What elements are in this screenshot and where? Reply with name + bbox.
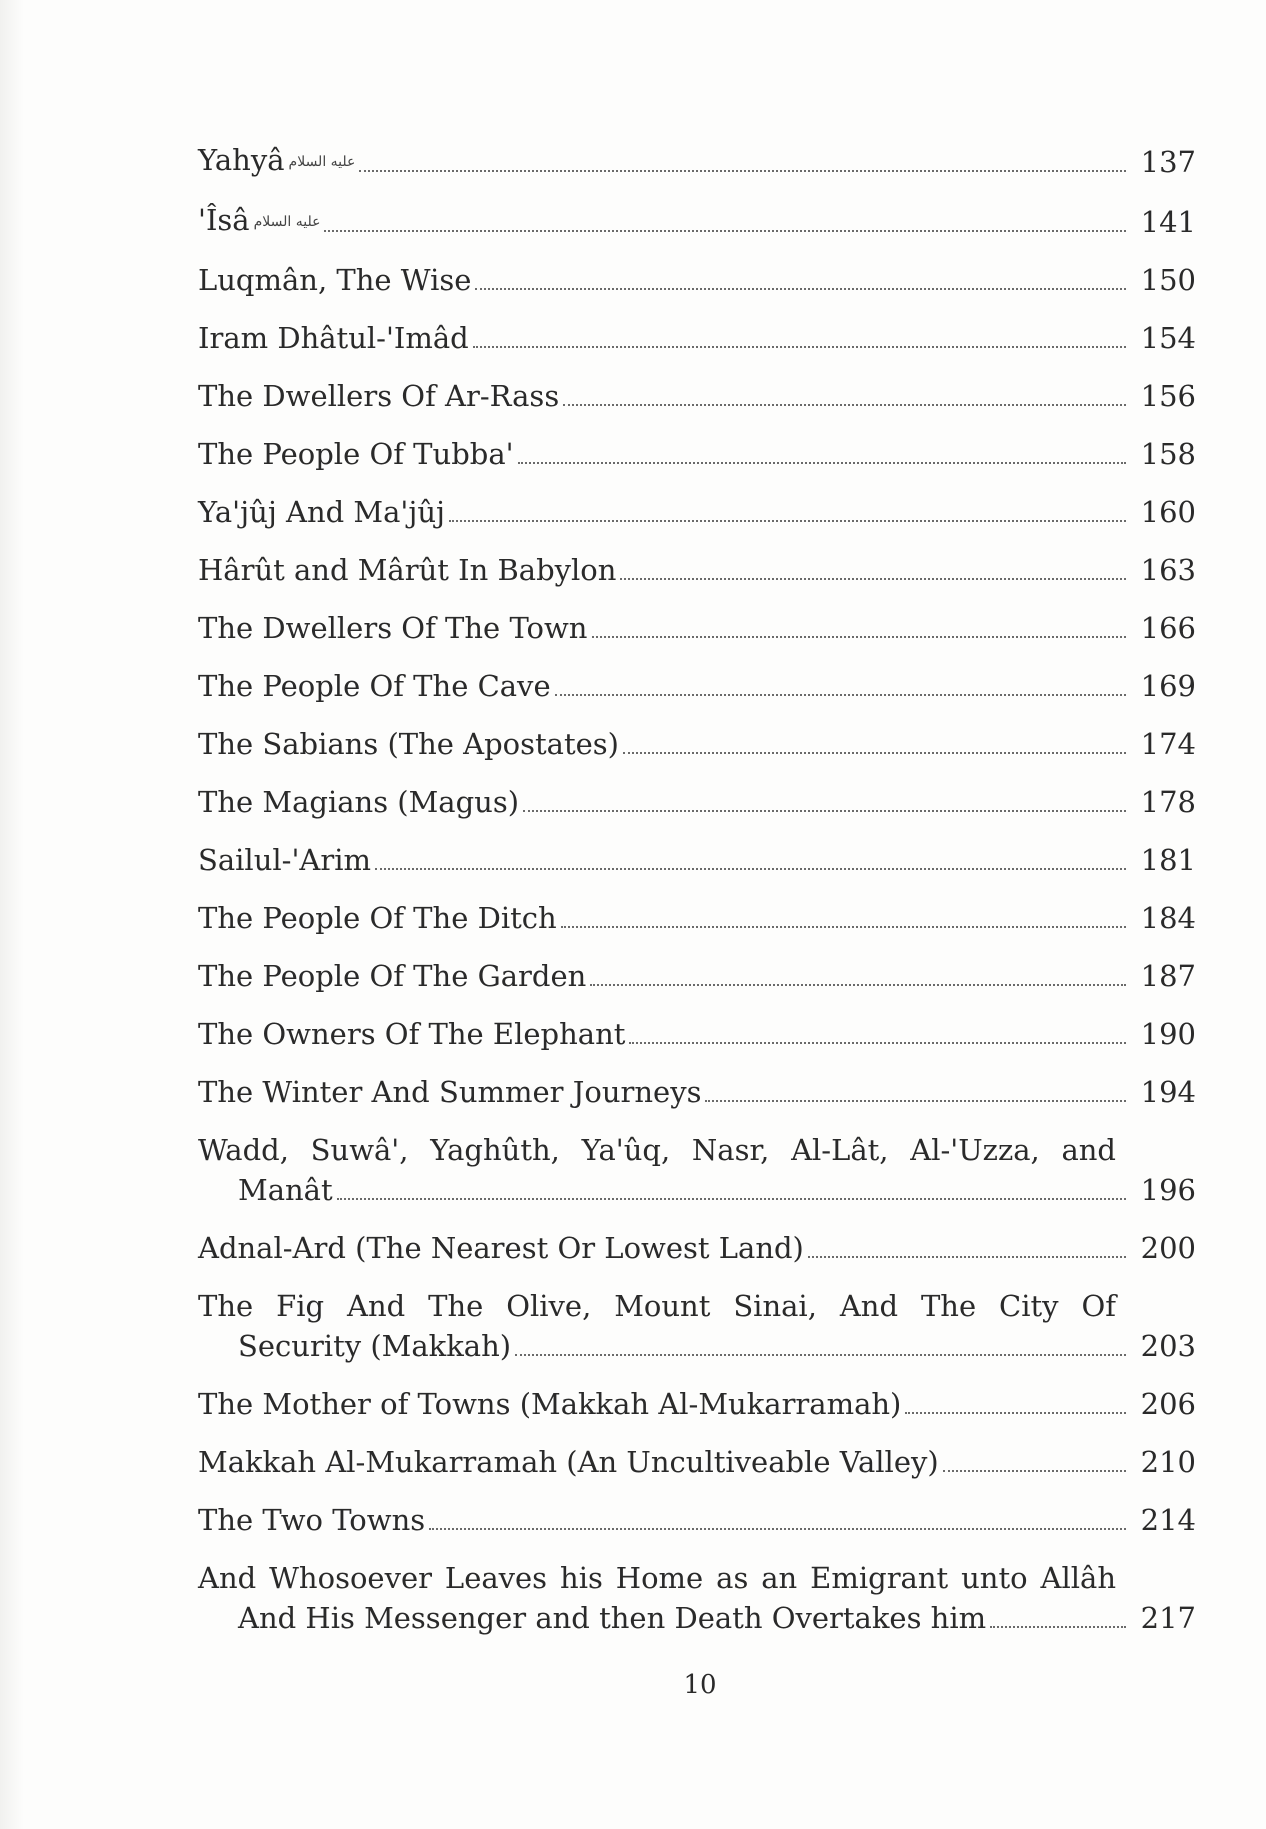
leader-dots bbox=[623, 752, 1126, 754]
leader-dots bbox=[337, 1198, 1126, 1200]
toc-entry-page: 194 bbox=[1140, 1075, 1196, 1109]
toc-entry-title: Makkah Al-Mukarramah (An Uncultiveable Valley) bbox=[198, 1445, 939, 1479]
leader-dots bbox=[473, 346, 1126, 348]
leader-dots bbox=[990, 1626, 1126, 1628]
toc-entry-title: The Mother of Towns (Makkah Al-Mukarramah) bbox=[198, 1387, 902, 1421]
toc-entry[interactable] bbox=[198, 1228, 1196, 1268]
leader-dots bbox=[449, 520, 1126, 522]
toc-entry[interactable] bbox=[198, 608, 1196, 648]
toc-entry-page: 217 bbox=[1140, 1601, 1196, 1635]
toc-entry-title-line2: Security (Makkah) bbox=[238, 1329, 512, 1363]
toc-entry-title: The Magians (Magus) bbox=[198, 785, 520, 819]
toc-entry-title: The People Of The Cave bbox=[198, 669, 551, 703]
toc-entry[interactable] bbox=[198, 666, 1196, 706]
toc-entry-title: The People Of Tubba' bbox=[198, 437, 514, 471]
toc-entry[interactable] bbox=[198, 1286, 1196, 1366]
toc-entry[interactable] bbox=[198, 318, 1196, 358]
toc-entry-page: 154 bbox=[1140, 321, 1196, 355]
toc-entry-title: Yahyâ عليه السلام bbox=[198, 143, 356, 177]
leader-dots bbox=[705, 1100, 1126, 1102]
leader-dots bbox=[629, 1042, 1126, 1044]
toc-entry-title: The Sabians (The Apostates) bbox=[198, 727, 619, 761]
toc-entry-page: 169 bbox=[1140, 669, 1196, 703]
toc-entry-title: The People Of The Ditch bbox=[198, 901, 557, 935]
toc-entry[interactable] bbox=[198, 1384, 1196, 1424]
toc-entry-title: Hârût and Mârût In Babylon bbox=[198, 553, 617, 587]
toc-entry-page: 210 bbox=[1140, 1445, 1196, 1479]
toc-entry-page: 178 bbox=[1140, 785, 1196, 819]
table-of-contents bbox=[198, 140, 1196, 1656]
toc-entry-title: The Dwellers Of Ar-Rass bbox=[198, 379, 560, 413]
leader-dots bbox=[324, 230, 1126, 232]
toc-entry[interactable] bbox=[198, 1014, 1196, 1054]
leader-dots bbox=[563, 404, 1126, 406]
toc-entry-title: Iram Dhâtul-'Imâd bbox=[198, 321, 469, 355]
leader-dots bbox=[518, 462, 1126, 464]
leader-dots bbox=[905, 1412, 1126, 1414]
toc-entry-title: Sailul-'Arim bbox=[198, 843, 372, 877]
toc-entry-page: 196 bbox=[1140, 1173, 1196, 1207]
toc-entry-title-line1: And Whosoever Leaves his Home as an Emigrant unto Allâh bbox=[198, 1561, 1116, 1595]
leader-dots bbox=[429, 1528, 1126, 1530]
toc-entry-page: 190 bbox=[1140, 1017, 1196, 1051]
toc-entry-title: The Winter And Summer Journeys bbox=[198, 1075, 702, 1109]
toc-entry-title: The Dwellers Of The Town bbox=[198, 611, 588, 645]
toc-entry[interactable] bbox=[198, 376, 1196, 416]
toc-entry[interactable] bbox=[198, 200, 1196, 242]
toc-entry[interactable] bbox=[198, 1500, 1196, 1540]
toc-entry[interactable] bbox=[198, 840, 1196, 880]
toc-entry[interactable] bbox=[198, 956, 1196, 996]
toc-entry[interactable] bbox=[198, 1442, 1196, 1482]
toc-entry-page: 181 bbox=[1140, 843, 1196, 877]
toc-entry[interactable] bbox=[198, 1558, 1196, 1638]
toc-entry[interactable] bbox=[198, 782, 1196, 822]
page-edge-shadow bbox=[0, 0, 24, 1829]
toc-entry[interactable] bbox=[198, 140, 1196, 182]
leader-dots bbox=[359, 170, 1126, 172]
leader-dots bbox=[943, 1470, 1126, 1472]
leader-dots bbox=[555, 694, 1126, 696]
toc-entry-page: 187 bbox=[1140, 959, 1196, 993]
toc-entry-page: 160 bbox=[1140, 495, 1196, 529]
honorific-glyph: عليه السلام bbox=[288, 154, 356, 170]
leader-dots bbox=[808, 1256, 1126, 1258]
toc-entry[interactable] bbox=[198, 898, 1196, 938]
toc-entry[interactable] bbox=[198, 1072, 1196, 1112]
toc-entry-page: 137 bbox=[1140, 145, 1196, 179]
toc-entry-title-line1: The Fig And The Olive, Mount Sinai, And The City Of bbox=[198, 1289, 1116, 1323]
leader-dots bbox=[523, 810, 1126, 812]
toc-entry-page: 174 bbox=[1140, 727, 1196, 761]
toc-entry[interactable] bbox=[198, 492, 1196, 532]
leader-dots bbox=[620, 578, 1126, 580]
toc-entry-page: 158 bbox=[1140, 437, 1196, 471]
toc-entry-page: 200 bbox=[1140, 1231, 1196, 1265]
toc-entry-title: The Owners Of The Elephant bbox=[198, 1017, 626, 1051]
toc-entry-page: 206 bbox=[1140, 1387, 1196, 1421]
toc-entry[interactable] bbox=[198, 260, 1196, 300]
page-number: 10 bbox=[683, 1670, 717, 1700]
honorific-glyph: عليه السلام bbox=[253, 214, 321, 230]
toc-entry-title: Adnal-Ard (The Nearest Or Lowest Land) bbox=[198, 1231, 804, 1265]
toc-entry[interactable] bbox=[198, 1130, 1196, 1210]
toc-entry-title: The People Of The Garden bbox=[198, 959, 587, 993]
toc-entry-page: 163 bbox=[1140, 553, 1196, 587]
toc-entry-page: 184 bbox=[1140, 901, 1196, 935]
toc-entry-title: The Two Towns bbox=[198, 1503, 426, 1537]
toc-entry-title-line1: Wadd, Suwâ', Yaghûth, Ya'ûq, Nasr, Al-Lât, Al-'Uzza, and bbox=[198, 1133, 1116, 1167]
toc-entry-page: 141 bbox=[1140, 205, 1196, 239]
toc-entry[interactable] bbox=[198, 434, 1196, 474]
leader-dots bbox=[515, 1354, 1126, 1356]
toc-entry-title: Ya'jûj And Ma'jûj bbox=[198, 495, 446, 529]
leader-dots bbox=[375, 868, 1126, 870]
leader-dots bbox=[561, 926, 1126, 928]
leader-dots bbox=[592, 636, 1127, 638]
toc-entry-page: 166 bbox=[1140, 611, 1196, 645]
toc-entry-page: 156 bbox=[1140, 379, 1196, 413]
toc-entry-title: Luqmân, The Wise bbox=[198, 263, 472, 297]
toc-entry-page: 150 bbox=[1140, 263, 1196, 297]
leader-dots bbox=[590, 984, 1126, 986]
toc-entry-title-line2: And His Messenger and then Death Overtakes him bbox=[238, 1601, 987, 1635]
toc-entry-page: 203 bbox=[1140, 1329, 1196, 1363]
toc-entry[interactable] bbox=[198, 550, 1196, 590]
toc-entry-page: 214 bbox=[1140, 1503, 1196, 1537]
toc-entry-title: 'Îsâ عليه السلام bbox=[198, 203, 321, 237]
toc-entry[interactable] bbox=[198, 724, 1196, 764]
toc-entry-title-line2: Manât bbox=[238, 1173, 333, 1207]
leader-dots bbox=[475, 288, 1126, 290]
